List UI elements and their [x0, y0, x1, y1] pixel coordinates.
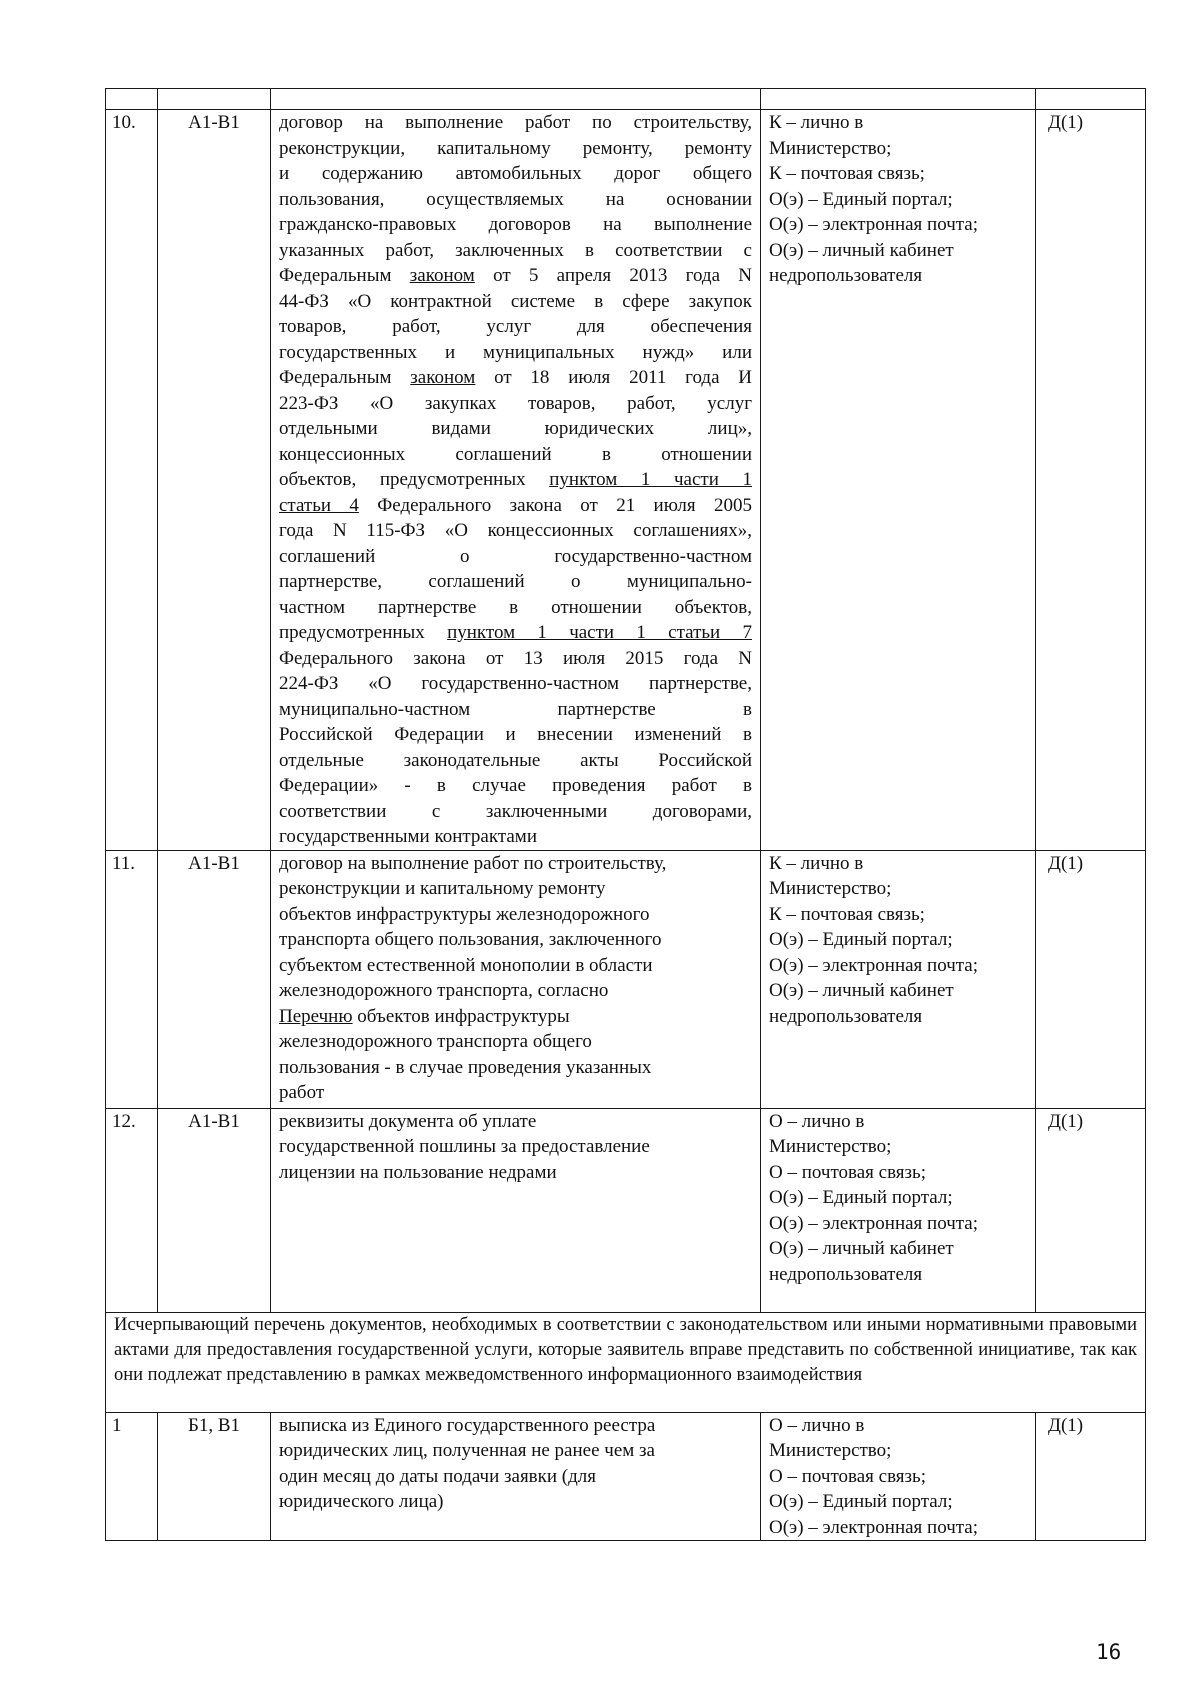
description-text: соответствии с заключенными договорами, [279, 800, 752, 822]
description-line [279, 927, 752, 953]
applicant-code: А1-В1 [188, 852, 240, 874]
description-line [279, 340, 752, 366]
term-cell [1036, 1412, 1146, 1541]
description-text: и содержанию автомобильных дорог общего [279, 163, 752, 184]
description-line [279, 851, 752, 877]
description-text: частном партнерстве в отношении объектов, [279, 596, 752, 618]
submission-modes: К – лично в Министерство; К – почтовая связь; О(э) – Единый портал; О(э) – электронная почта; О(э) – личный кабинет недропользователя [769, 112, 979, 286]
description-text: Федерального закона от 13 июля 2015 года N [279, 647, 752, 669]
description-text: железнодорожного транспорта, согласно [279, 980, 609, 1001]
applicant-code-cell [158, 850, 271, 1108]
document-description-cell [271, 1412, 761, 1541]
description-line [279, 748, 752, 774]
description-line [279, 1134, 752, 1160]
description-line [279, 161, 752, 187]
description-text: гражданско-правовых договоров на выполнение [279, 214, 752, 235]
description-line [279, 1438, 752, 1464]
description-line [279, 416, 752, 442]
description-line [279, 518, 752, 544]
description-text: 44-ФЗ «О контрактной системе в сфере закупок [279, 290, 752, 312]
table-cell [158, 89, 271, 110]
description-text: от 18 июля 2011 года И [475, 367, 752, 388]
description-text: Федерального закона от 21 июля 2005 [358, 494, 753, 516]
row-number: 11. [112, 852, 136, 874]
term-value: Д(1) [1048, 112, 1084, 133]
submission-modes: К – лично в Министерство; К – почтовая связь; О(э) – Единый портал; О(э) – электронная почта; О(э) – личный кабинет недропользователя [769, 852, 979, 1027]
description-line [279, 467, 752, 493]
description-line [279, 187, 752, 213]
description-line [279, 442, 752, 468]
row-number: 10. [112, 112, 136, 133]
description-line [279, 773, 752, 799]
law-reference-link-text: пунктом 1 части 1 [549, 469, 752, 490]
table-cell [761, 89, 1036, 110]
law-reference-link-text: Перечню [279, 1005, 353, 1027]
description-text: объектов инфраструктуры железнодорожного [279, 903, 650, 925]
description-text: выписка из Единого государственного реестра [279, 1414, 656, 1436]
description-line [279, 238, 752, 264]
description-text: Федеральным [279, 367, 411, 388]
document-description-cell [271, 1108, 761, 1312]
section-heading-row [106, 1312, 1146, 1412]
document-description-cell [271, 110, 761, 851]
description-text: пользования - в случае проведения указанных [279, 1056, 652, 1078]
description-text: 223-ФЗ «О закупках товаров, работ, услуг [279, 392, 752, 414]
description-line [279, 1109, 752, 1135]
term-cell [1036, 1108, 1146, 1312]
section-heading: Исчерпывающий перечень документов, необходимых в соответствии с законодательством или иными нормативными правовыми актами для предоставления государственной услуги, которые заявитель вправе представить по собственной инициативе, так как они подлежат представлению в рамках межведомственного информационного взаимодействия [114, 1314, 1137, 1385]
term-cell [1036, 110, 1146, 851]
description-line [279, 620, 752, 646]
description-line [279, 799, 752, 825]
description-line [279, 314, 752, 340]
row-number: 1 [112, 1414, 122, 1436]
applicant-code-cell [158, 1108, 271, 1312]
row-number-cell [106, 1412, 158, 1541]
description-line [279, 824, 752, 850]
submission-modes-cell [761, 1108, 1036, 1312]
description-text: лицензии на пользование недрами [279, 1161, 557, 1183]
description-text: государственными контрактами [279, 826, 537, 847]
description-line [279, 289, 752, 315]
description-line [279, 391, 752, 417]
submission-modes-cell [761, 110, 1036, 851]
description-text: отдельными видами юридических лиц», [279, 418, 752, 439]
description-line [279, 722, 752, 748]
description-text: юридического лица) [279, 1491, 444, 1512]
section-heading-cell [106, 1312, 1146, 1412]
description-line [279, 646, 752, 672]
description-text: Российской Федерации и внесении изменений в [279, 724, 752, 745]
table-cell [271, 89, 761, 110]
documents-table [105, 88, 1146, 1541]
law-reference-link-text: законом [410, 367, 476, 388]
description-line [279, 263, 752, 289]
description-text: один месяц до даты подачи заявки (для [279, 1465, 597, 1487]
description-line [279, 671, 752, 697]
description-text: реконструкции, капитальному ремонту, ремонту [279, 137, 752, 159]
description-text: договор на выполнение работ по строительству, [279, 112, 752, 133]
description-text: реконструкции и капитальному ремонту [279, 878, 606, 899]
table-row [106, 850, 1146, 1108]
description-line [279, 493, 752, 519]
documents-table-body [106, 89, 1146, 1541]
term-value: Д(1) [1048, 1110, 1084, 1132]
applicant-code-cell [158, 1412, 271, 1541]
description-text: Федерации» - в случае проведения работ в [279, 775, 752, 796]
description-line [279, 1029, 752, 1055]
description-text: объектов, предусмотренных [279, 469, 550, 490]
description-line [279, 1055, 752, 1081]
submission-modes: О – лично в Министерство; О – почтовая связь; О(э) – Единый портал; О(э) – электронная почта; [769, 1414, 979, 1538]
table-row [106, 1412, 1146, 1541]
description-text: Федеральным [279, 265, 410, 286]
description-text: железнодорожного транспорта общего [279, 1031, 592, 1052]
applicant-code: Б1, В1 [187, 1414, 241, 1436]
description-line [279, 212, 752, 238]
description-line [279, 902, 752, 928]
applicant-code-cell [158, 110, 271, 851]
table-top-strip [106, 89, 1146, 110]
description-text: работ [279, 1082, 325, 1103]
table-cell [106, 89, 158, 110]
description-line [279, 1413, 752, 1439]
description-text: 224-ФЗ «О государственно-частном партнерстве, [279, 673, 752, 694]
row-number-cell [106, 1108, 158, 1312]
description-text: от 5 апреля 2013 года N [474, 265, 753, 286]
description-line [279, 1004, 752, 1030]
description-text: субъектом естественной монополии в области [279, 954, 653, 976]
description-line [279, 697, 752, 723]
row-number-cell [106, 850, 158, 1108]
description-text: соглашений о государственно-частном [279, 545, 752, 567]
description-text: пользования, осуществляемых на основании [279, 188, 752, 210]
description-text: транспорта общего пользования, заключенного [279, 929, 662, 950]
page-number: 16 [1096, 1640, 1122, 1664]
description-text: муниципально-частном партнерстве в [279, 698, 752, 720]
submission-modes-cell [761, 1412, 1036, 1541]
description-text: юридических лиц, полученная не ранее чем за [279, 1440, 655, 1461]
description-line [279, 365, 752, 391]
description-text: государственных и муниципальных нужд» или [279, 341, 752, 363]
document-description-cell [271, 850, 761, 1108]
description-line [279, 953, 752, 979]
description-line [279, 876, 752, 902]
row-number-cell [106, 110, 158, 851]
description-line [279, 1489, 752, 1515]
description-text: предусмотренных [279, 622, 448, 643]
row-number: 12. [112, 1110, 136, 1132]
term-value: Д(1) [1048, 1414, 1084, 1436]
applicant-code: А1-В1 [188, 1110, 240, 1132]
term-value: Д(1) [1048, 852, 1084, 874]
law-reference-link-text: статьи 4 [279, 494, 359, 516]
description-text: товаров, работ, услуг для обеспечения [279, 316, 752, 337]
description-text: указанных работ, заключенных в соответствии с [279, 239, 752, 261]
description-text: государственной пошлины за предоставление [279, 1136, 650, 1157]
table-cell [1036, 89, 1146, 110]
description-text: концессионных соглашений в отношении [279, 443, 752, 465]
term-cell [1036, 850, 1146, 1108]
description-line [279, 978, 752, 1004]
description-line [279, 1464, 752, 1490]
description-text: партнерстве, соглашений о муниципально- [279, 571, 752, 592]
description-line [279, 1160, 752, 1186]
description-text: года N 115-ФЗ «О концессионных соглашениях», [279, 520, 752, 541]
description-line [279, 595, 752, 621]
law-reference-link-text: пунктом 1 части 1 статьи 7 [447, 622, 752, 643]
submission-modes-cell [761, 850, 1036, 1108]
law-reference-link-text: законом [409, 265, 475, 286]
table-row [106, 1108, 1146, 1312]
table-row [106, 110, 1146, 851]
submission-modes: О – лично в Министерство; О – почтовая связь; О(э) – Единый портал; О(э) – электронная почта; О(э) – личный кабинет недропользователя [769, 1110, 979, 1285]
description-line [279, 1080, 752, 1106]
description-text: объектов инфраструктуры [352, 1005, 570, 1027]
description-text: реквизиты документа об уплате [279, 1110, 537, 1132]
description-text: отдельные законодательные акты Российской [279, 749, 752, 771]
description-line [279, 544, 752, 570]
description-text: договор на выполнение работ по строительству, [279, 852, 667, 874]
description-line [279, 569, 752, 595]
applicant-code: А1-В1 [188, 112, 240, 133]
description-line [279, 136, 752, 162]
description-line [279, 110, 752, 136]
